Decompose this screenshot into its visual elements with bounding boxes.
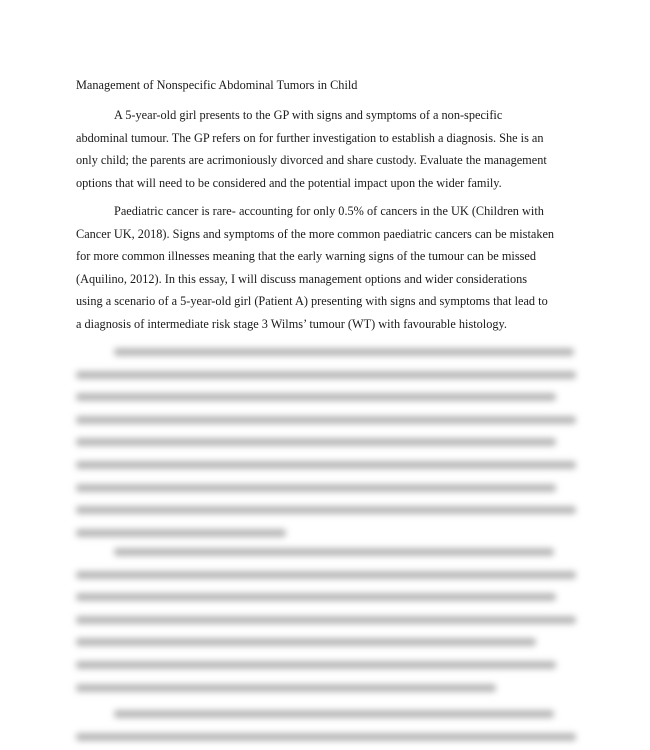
blurred-line: [76, 638, 536, 646]
paragraph-line: for more common illnesses meaning that the early warning signs of the tumour can be missed: [76, 249, 536, 264]
blurred-paragraph: [76, 710, 576, 750]
blurred-line: [114, 710, 554, 718]
blurred-line: [76, 733, 576, 741]
blurred-line: [76, 438, 556, 446]
blurred-line: [76, 484, 556, 492]
blurred-line: [76, 616, 576, 624]
paragraph-1: [76, 104, 586, 194]
blurred-line: [76, 506, 576, 514]
blurred-line: [76, 416, 576, 424]
blurred-line: [76, 393, 556, 401]
paragraph-line: A 5-year-old girl presents to the GP with signs and symptoms of a non-specific: [114, 108, 503, 122]
paragraph-line: abdominal tumour. The GP refers on for further investigation to establish a diagnosis. She is an: [76, 130, 544, 145]
paragraph-line: Paediatric cancer is rare- accounting for only 0.5% of cancers in the UK (Children with: [114, 204, 544, 218]
blurred-line: [76, 593, 556, 601]
blurred-line: [76, 371, 576, 379]
paragraph-line: (Aquilino, 2012). In this essay, I will discuss management options and wider considerations: [76, 271, 528, 286]
blurred-preview-region: [0, 338, 650, 750]
blurred-line: [76, 661, 556, 669]
blurred-line: [76, 684, 496, 692]
paragraph-line: a diagnosis of intermediate risk stage 3 Wilms’ tumour (WT) with favourable histology.: [76, 316, 507, 331]
paragraph-line: only child; the parents are acrimoniously divorced and share custody. Evaluate the management: [76, 153, 547, 168]
paragraph-2: [76, 200, 586, 336]
blurred-line: [76, 571, 576, 579]
paragraph-line: Cancer UK, 2018). Signs and symptoms of the more common paediatric cancers can be mistaken: [76, 226, 555, 241]
blurred-line: [76, 529, 286, 537]
paragraph-line: using a scenario of a 5-year-old girl (Patient A) presenting with signs and symptoms that lead to: [76, 294, 548, 309]
blurred-line: [114, 348, 574, 356]
blurred-paragraph: [76, 348, 576, 551]
blurred-paragraph: [76, 548, 576, 706]
blurred-line: [114, 548, 554, 556]
paragraph-line: options that will need to be considered and the potential impact upon the wider family.: [76, 175, 502, 190]
document-title: Management of Nonspecific Abdominal Tumors in Child: [76, 78, 358, 92]
blurred-line: [76, 461, 576, 469]
